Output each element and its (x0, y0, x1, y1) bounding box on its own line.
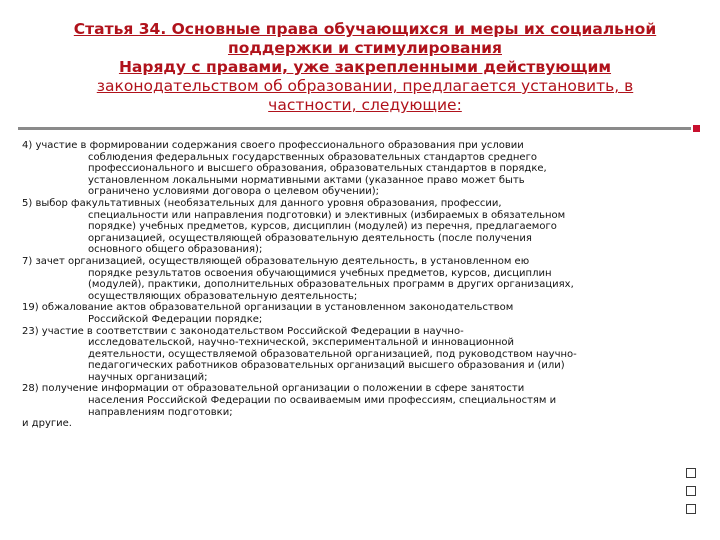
list-item (22, 256, 692, 302)
item-text: 28) получение информации от образовательной организации о положении в сфере занятости (22, 383, 525, 395)
item-text-cont: исследовательской, научно-технической, экспериментальной и инновационной (88, 337, 515, 349)
item-text-cont: ограничено условиями договора о целевом обучении); (88, 186, 380, 198)
list-item (22, 140, 692, 198)
item-text-cont: научных организаций; (88, 371, 208, 383)
list-item (22, 383, 692, 418)
item-text-cont: педагогических работников образовательных организаций высшего образования и (или) (88, 360, 565, 372)
item-text-cont: Российской Федерации порядке; (88, 313, 263, 325)
item-text-cont: организацией, осуществляющей образовательную деятельность (после получения (88, 232, 532, 244)
list-item (22, 198, 692, 256)
item-text-cont: осуществляющих образовательную деятельность; (88, 290, 358, 302)
item-text-cont: населения Российской Федерации по осваиваемым ими профессиям, специальностям и (88, 395, 557, 407)
item-text-cont: профессионального и высшего образования, образовательных стандартов в порядке, (88, 163, 547, 175)
rights-list (22, 140, 692, 430)
slide-title (40, 20, 690, 115)
item-text-cont: деятельности, осуществляемой образовательной организацией, под руководством научно- (88, 348, 577, 360)
closing-text: и другие. (22, 418, 72, 430)
item-text-cont: установленном локальными нормативными актами (указанное право может быть (88, 174, 525, 186)
square-bullet-icon (686, 468, 696, 478)
decorative-bullets (686, 468, 696, 514)
title-line-4: законодательством об образовании, предлагается установить, в (96, 77, 634, 95)
square-bullet-icon (686, 504, 696, 514)
item-text-cont: порядке результатов освоения обучающимися учебных предметов, курсов, дисциплин (88, 267, 552, 279)
item-text: 23) участие в соответствии с законодательством Российской Федерации в научно- (22, 325, 464, 337)
title-line-3: Наряду с правами, уже закрепленными действующим (118, 58, 612, 76)
item-text-cont: соблюдения федеральных государственных образовательных стандартов среднего (88, 151, 537, 163)
item-text: 4) участие в формировании содержания своего профессионального образования при условии (22, 140, 524, 151)
item-text-cont: основного общего образования); (88, 244, 263, 256)
item-text: 19) обжалование актов образовательной организации в установленном законодательством (22, 302, 514, 314)
list-item (22, 302, 692, 325)
title-line-1: Статья 34. Основные права обучающихся и меры их социальной (73, 20, 657, 38)
square-bullet-icon (686, 486, 696, 496)
item-text-cont: специальности или направления подготовки) и элективных (избираемых в обязательном (88, 209, 566, 221)
divider-marker (693, 125, 700, 132)
title-line-5: частности, следующие: (268, 96, 462, 114)
item-text: 5) выбор факультативных (необязательных для данного уровня образования, профессии, (22, 197, 502, 209)
item-text-cont: порядке) учебных предметов, курсов, дисциплин (модулей) из перечня, предлагаемого (88, 221, 557, 233)
title-line-2: поддержки и стимулирования (227, 39, 502, 57)
item-text: 7) зачет организацией, осуществляющей образовательную деятельность, в установленном ею (22, 255, 530, 267)
title-divider (18, 124, 700, 133)
divider-bar (18, 127, 691, 130)
list-item (22, 326, 692, 384)
item-text-cont: направлениям подготовки; (88, 406, 233, 418)
item-text-cont: (модулей), практики, дополнительных образовательных программ в других организациях, (88, 279, 574, 291)
